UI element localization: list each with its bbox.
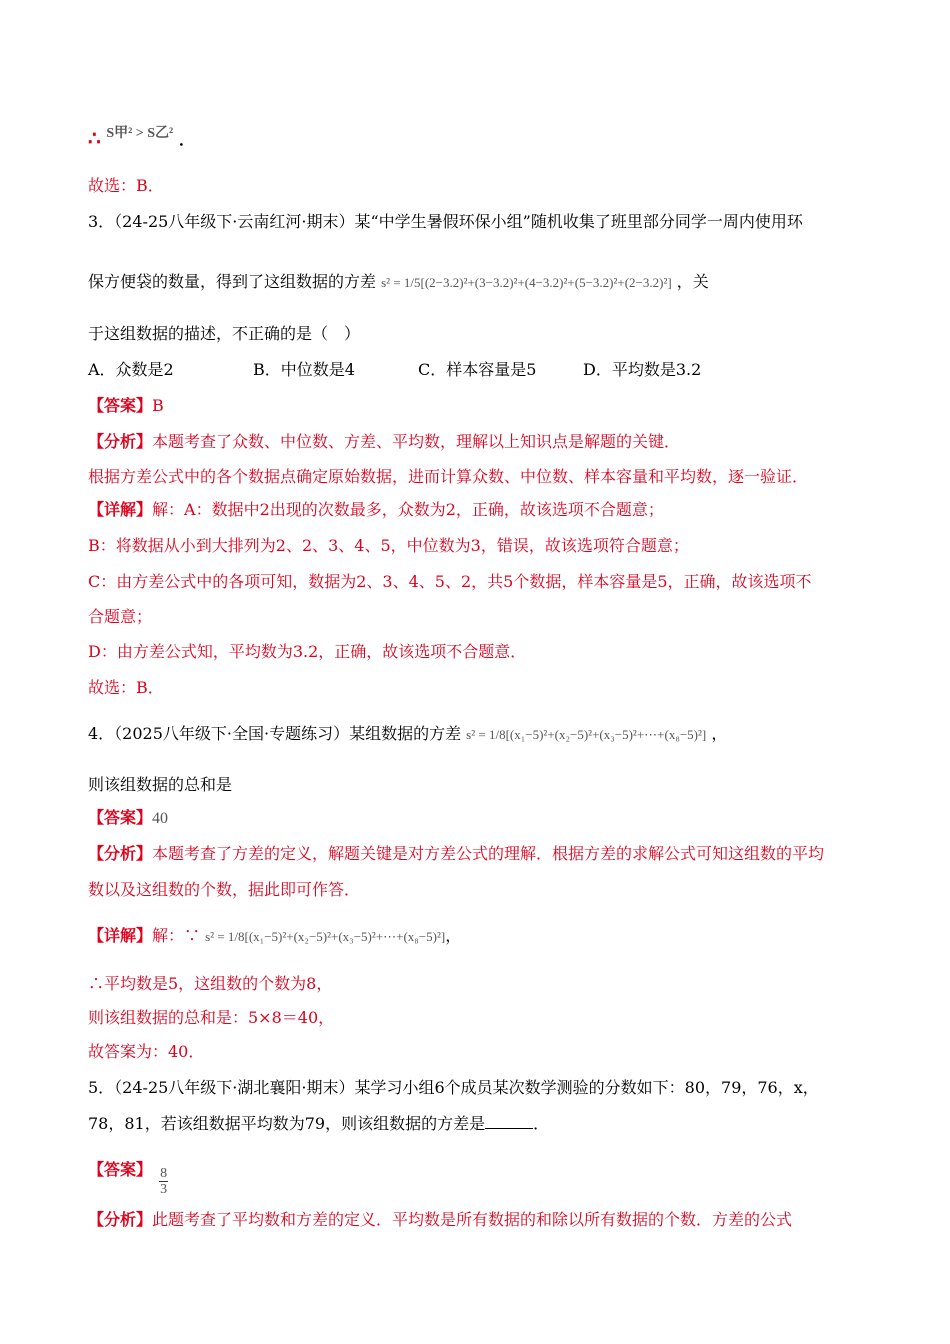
q3-option-b: B．中位数是4	[253, 360, 355, 379]
answer-tag: 【答案】	[88, 1160, 153, 1179]
q5-stem-tail: ．	[533, 1114, 550, 1133]
q3-detail-a	[88, 500, 664, 520]
analysis-tag: 【分析】	[88, 844, 153, 863]
q4-detail: 【详解】解：∵ s² = 1/8[(x₁−5)²+(x₂−5)²+(x₃−5)²+⋯+(x₈−5)²]，	[88, 926, 462, 945]
q4-stem-line2: 则该组数据的总和是	[88, 775, 233, 794]
q3-answer	[88, 396, 164, 416]
q3-stem-tail: ，关	[676, 272, 709, 291]
fraction-denominator: 3	[160, 1182, 168, 1197]
therefore-symbol: ∴	[88, 126, 101, 150]
variance-comparison-formula: S甲² > S乙²	[106, 126, 174, 141]
q3-detail-b: B：将数据从小到大排列为2、2、3、4、5，中位数为3，错误，故该选项符合题意；	[88, 536, 689, 555]
q3-stem-line1: 3．（24-25八年级下·云南红河·期末）某“中学生暑假环保小组”随机收集了班里部分同学一周内使用环	[88, 212, 803, 231]
q3-detail-d: D：由方差公式知，平均数为3.2，正确，故该选项不合题意．	[88, 642, 527, 661]
q3-options	[88, 360, 868, 380]
q4-detail-line2: 则该组数据的总和是：5×8＝40，	[88, 1008, 335, 1027]
q5-stem-line1: 5．（24-25八年级下·湖北襄阳·期末）某学习小组6个成员某次数学测验的分数如下：80，79，76，x，	[88, 1078, 819, 1097]
q3-option-c: C．样本容量是5	[418, 360, 537, 379]
q3-detail-a-text: 解：A：数据中2出现的次数最多，众数为2，正确，故该选项不合题意；	[152, 500, 664, 519]
q4-stem-line1	[88, 724, 727, 745]
q3-option-a: A．众数是2	[88, 360, 174, 379]
q3-stem-text: 保方便袋的数量，得到了这组数据的方差	[88, 272, 377, 291]
q4-answer	[88, 808, 168, 829]
answer-tag: 【答案】	[88, 396, 153, 415]
answer-tag: 【答案】	[88, 808, 153, 827]
q4-stem-text: 4．（2025八年级下·全国·专题练习）某组数据的方差	[88, 724, 462, 743]
answer-blank	[485, 1114, 533, 1129]
q3-stem-line2	[88, 272, 709, 293]
q5-analysis	[88, 1210, 792, 1230]
q4-detail-formula: s² = 1/8[(x₁−5)²+(x₂−5)²+(x₃−5)²+⋯+(x₈−5)²]	[205, 929, 446, 944]
q5-stem-text: 78，81，若该组数据平均数为79，则该组数据的方差是	[88, 1114, 486, 1133]
detail-tag: 【详解】	[88, 500, 153, 519]
q3-detail-c-line1: C：由方差公式中的各项可知，数据为2、3、4、5、2，共5个数据，样本容量是5，正确，故该选项不	[88, 572, 812, 591]
q4-detail-text: 解：∵	[152, 926, 201, 945]
q4-answer-value: 40	[152, 810, 169, 827]
fraction-numerator: 8	[160, 1166, 168, 1181]
q3-analysis-text: 本题考查了众数、中位数、方差、平均数，理解以上知识点是解题的关键．	[152, 432, 681, 451]
q3-analysis	[88, 432, 680, 452]
q3-option-d: D．平均数是3.2	[583, 360, 702, 379]
q3-choose: 故选：B．	[88, 678, 164, 697]
q4-analysis	[88, 844, 824, 864]
choose-answer-top: 故选：B．	[88, 176, 164, 195]
q4-detail-line1: ∴平均数是5，这组数的个数为8，	[88, 974, 333, 993]
q5-answer-fraction	[159, 1166, 168, 1197]
analysis-tag: 【分析】	[88, 1210, 153, 1229]
therefore-line	[88, 124, 195, 150]
q3-stem-line3: 于这组数据的描述，不正确的是（ ）	[88, 324, 361, 343]
q3-detail-c-line2: 合题意；	[88, 607, 153, 626]
q4-analysis-line2: 数以及这组数的个数，据此即可作答．	[88, 880, 361, 899]
q4-analysis-text: 本题考查了方差的定义，解题关键是对方差公式的理解．根据方差的求解公式可知这组数的平均	[152, 844, 825, 863]
q3-analysis-line2: 根据方差公式中的各个数据点确定原始数据，进而计算众数、中位数、样本容量和平均数，逐一验证．	[88, 467, 809, 486]
q4-detail-line3: 故答案为：40．	[88, 1042, 205, 1061]
q3-variance-formula: s² = 1/5[(2−3.2)²+(3−3.2)²+(4−3.2)²+(5−3.2)²+(2−3.2)²]	[381, 275, 672, 290]
period: ．	[178, 130, 195, 149]
q5-answer	[88, 1160, 170, 1197]
q5-stem-line2	[88, 1114, 549, 1134]
detail-tag: 【详解】	[88, 926, 153, 945]
analysis-tag: 【分析】	[88, 432, 153, 451]
q4-variance-formula: s² = 1/8[(x₁−5)²+(x₂−5)²+(x₃−5)²+⋯+(x₈−5)²]	[466, 727, 707, 742]
q3-answer-value: B	[152, 396, 164, 415]
q5-analysis-text: 此题考查了平均数和方差的定义．平均数是所有数据的和除以所有数据的个数．方差的公式	[152, 1210, 793, 1229]
q4-stem-tail: ，	[711, 724, 728, 743]
